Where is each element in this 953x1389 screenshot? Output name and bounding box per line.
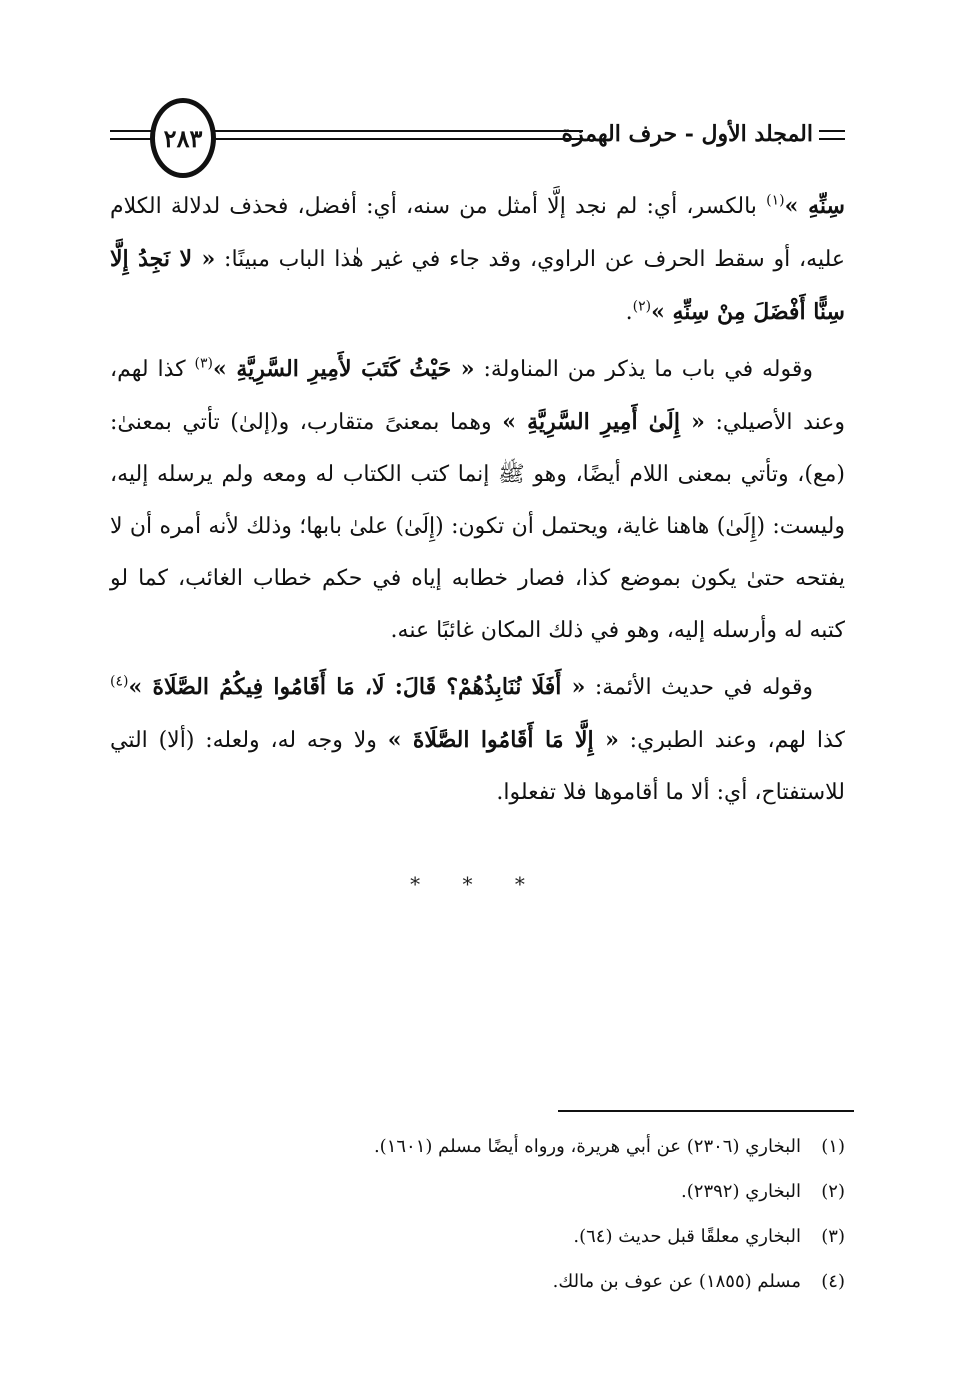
paragraph-text: كذا لهم، وعند الطبري: — [618, 728, 845, 753]
paragraph-1 — [110, 180, 845, 339]
quote: « حَيْثُ كَتَبَ لأَمِيرِ السَّرِيَّةِ » — [213, 356, 475, 382]
running-title: المجلد الأول - حرف الهمزة — [561, 121, 813, 147]
footnote-text: البخاري (٢٣٩٢). — [681, 1181, 801, 1202]
main-text — [110, 180, 845, 819]
paragraph-3 — [110, 661, 845, 819]
footnote-ref-1[interactable]: (١) — [766, 192, 785, 209]
footnote-item — [110, 1169, 845, 1214]
quote: سِنِّهِ » — [784, 193, 845, 219]
footnote-number: (١) — [821, 1136, 845, 1157]
footnote-item — [110, 1259, 845, 1304]
footnote-text: البخاري معلقًا قبل حديث (٦٤). — [573, 1226, 801, 1247]
quote: « إِلَىٰ أَمِيرِ السَّرِيَّةِ » — [502, 409, 705, 435]
footnote-number: (٤) — [821, 1271, 845, 1292]
quote: « أَفَلَا نُنَابِذُهُمْ؟ قَالَ: لَا، مَا أَقَامُوا فِيكُمُ الصَّلَاةَ » — [128, 674, 586, 700]
page-number: ٢٨٣ — [150, 98, 216, 178]
quote: « إِلَّا مَا أَقَامُوا الصَّلَاةَ » — [387, 727, 619, 753]
paragraph-text: بالكسر، أي: لم نجد إلَّا أمثل من سنه، أي: أفضل، فحذف لدلالة الكلام عليه، أو سقط الحرف عن الراوي، وقد جاء في غير هٰذا الباب مبينًا: — [110, 194, 845, 272]
header-rule-left — [110, 130, 154, 140]
paragraph-text: . — [625, 300, 633, 325]
page-header — [110, 96, 845, 176]
paragraph-text: وهما بمعنىً متقارب، و(إلىٰ) تأتي بمعنىٰ: (مع)، وتأتي بمعنى اللام أيضًا، وهو ﷺ إنما كتب الكتاب له ومعه ولم يرسله إليه، وليست: (إِلَىٰ) هاهنا غاية، ويحتمل أن تكون: (إِلَىٰ) علىٰ بابها؛ وذلك لأنه أمره أن لا يفتحه حتىٰ يكون بموضع كذا، فصار خطابه إياه في حكم خطاب الغائب، كما لو كتبه له وأرسله إليه، وهو في ذلك المكان غائبًا عنه. — [110, 410, 845, 643]
paragraph-2 — [110, 343, 845, 657]
footnote-ref-4[interactable]: (٤) — [110, 673, 129, 690]
header-rule-right — [819, 130, 845, 140]
quote: « لا نَجِدُ إِلَّا سِنًّا أَفْضَلَ مِنْ سِنِّهِ » — [110, 246, 845, 325]
section-separator: * * * — [410, 872, 543, 896]
header-rule-main — [208, 130, 583, 140]
footnote-divider — [558, 1110, 854, 1112]
footnotes-list — [110, 1124, 845, 1304]
footnote-number: (٣) — [821, 1226, 845, 1247]
footnote-text: مسلم (١٨٥٥) عن عوف بن مالك. — [552, 1271, 801, 1292]
footnote-ref-2[interactable]: (٢) — [632, 298, 652, 315]
footnote-number: (٢) — [821, 1181, 845, 1202]
paragraph-text: وقوله في باب ما يذكر من المناولة: — [474, 357, 813, 382]
paragraph-text: وقوله في حديث الأئمة: — [585, 675, 813, 700]
paragraph-text: كذا لهم، وعند الأصيلي: — [110, 357, 846, 435]
footnote-item — [110, 1124, 845, 1169]
footnote-ref-3[interactable]: (٣) — [194, 355, 214, 372]
footnote-text: البخاري (٢٣٠٦) عن أبي هريرة، ورواه أيضًا مسلم (١٦٠١). — [373, 1136, 801, 1157]
footnote-item — [110, 1214, 845, 1259]
paragraph-text: ولا وجه له، ولعله: (ألا) التي للاستفتاح، أي: ألا ما أقاموها فلا تفعلوا. — [110, 728, 845, 805]
